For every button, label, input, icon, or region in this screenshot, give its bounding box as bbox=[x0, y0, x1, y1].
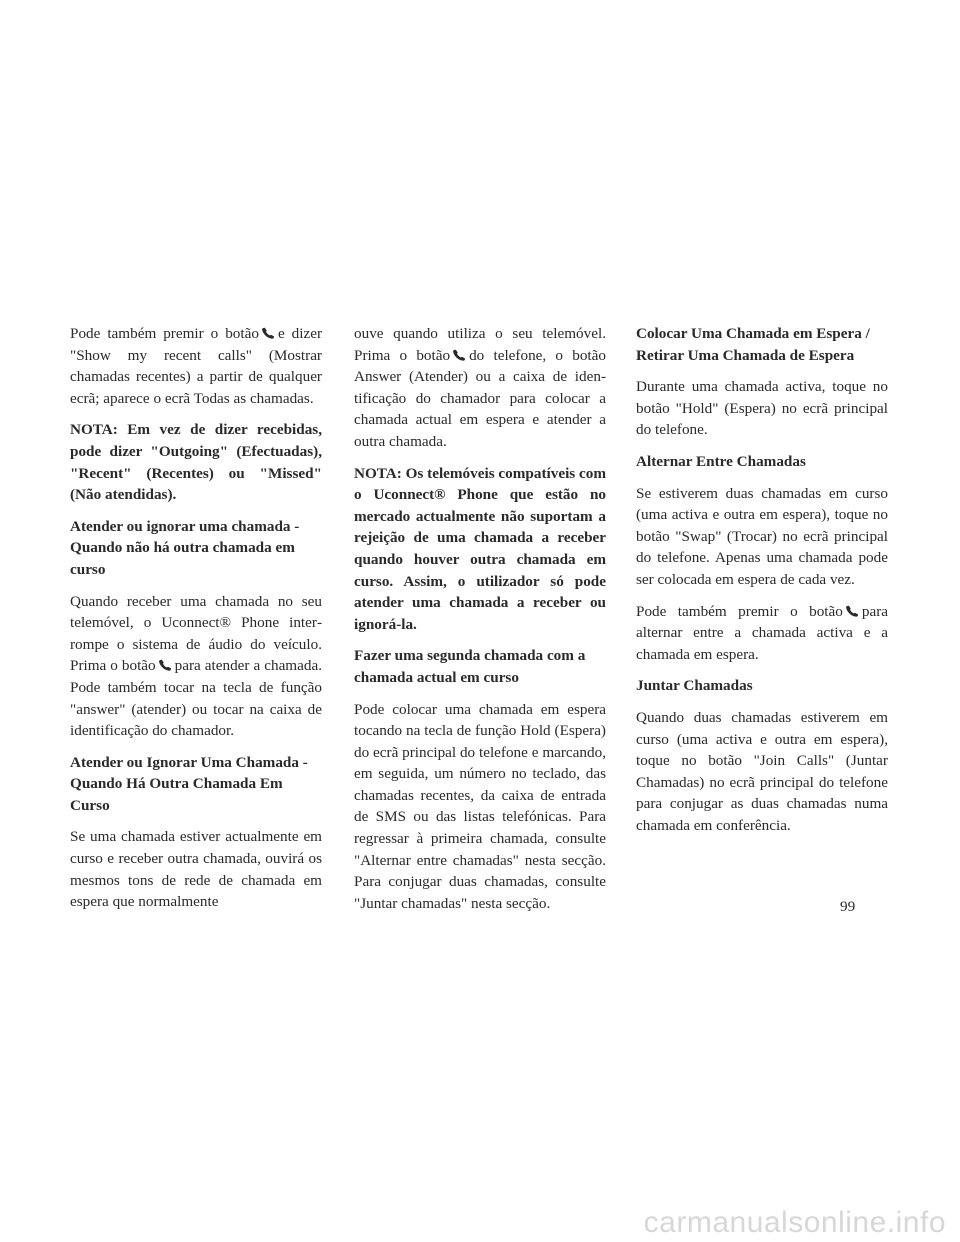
paragraph: Durante uma chamada activa, toque no botão "Hold" (Espera) no ecrã principal do telefone. bbox=[636, 378, 888, 439]
section-heading: Juntar Chamadas bbox=[636, 677, 753, 695]
paragraph: Se estiverem duas chamadas em curso (uma activa e outra em espera), toque no botão "Swap" (Trocar) no ecrã principal do telefone. Apenas uma chamada pode ser colocada em espera de cada vez. bbox=[636, 484, 888, 588]
page-number: 99 bbox=[840, 898, 856, 915]
column-middle bbox=[354, 323, 606, 924]
paragraph: Pode também premir o botão e dizer "Show my recent calls" (Mostrar chamadas recentes) a partir de qualquer ecrã; aparece o ecrã Todas as chamadas. bbox=[70, 325, 323, 407]
section-heading: Atender ou ignorar uma chamada - Quando não há outra chamada em curso bbox=[70, 517, 300, 578]
phone-icon bbox=[452, 349, 466, 361]
watermark: carmanualsonline.info bbox=[643, 1206, 946, 1239]
phone-icon bbox=[261, 327, 275, 339]
column-left bbox=[70, 323, 322, 923]
section-heading: Colocar Uma Chamada em Espera / Retirar Uma Chamada de Espera bbox=[636, 325, 870, 364]
section-heading: Alternar Entre Chamadas bbox=[636, 452, 806, 470]
paragraph: Pode colocar uma chamada em espera tocando na tecla de função Hold (Espera) do ecrã principal do telefone e marcando, em seguida, um número no teclado, das chamadas recentes, da caixa de entrada de SMS ou das listas telefónicas. Para regressar à primeira chamada, consulte "Alternar entre chamadas" nesta secção. Para conjugar duas chamadas, consulte "Juntar chamadas" nesta secção. bbox=[354, 700, 606, 912]
section-heading: Fazer uma segunda chamada com a chamada actual em curso bbox=[354, 647, 586, 686]
note: NOTA: Os telemóveis compatíveis com o Uconnect® Phone que estão no mercado actualmente não suportam a rejeição de uma chamada a receber quando houver outra chamada em curso. Assim, o utilizador só pode atender uma chamada a receber ou ignorá-la. bbox=[354, 464, 606, 633]
paragraph: Quando duas chamadas estiverem em curso (uma activa e outra em espera), toque no botão "Join Calls" (Juntar Chamadas) no ecrã principal do telefone para conjugar as duas chamadas numa chamada em conferência. bbox=[636, 708, 888, 834]
paragraph: Pode também premir o botão para alternar entre a chamada activa e a chamada em espera. bbox=[636, 602, 888, 663]
section-heading: Atender ou Ignorar Uma Chamada - Quando Há Outra Chamada Em Curso bbox=[70, 753, 308, 814]
phone-icon bbox=[158, 659, 172, 671]
paragraph: Se uma chamada estiver actualmente em curso e receber outra chamada, ouvirá os mesmos tons de rede de chamada em espera que normalmente bbox=[70, 828, 322, 911]
note: NOTA: Em vez de dizer recebidas, pode dizer "Outgoing" (Efectuadas), "Recent" (Recentes) ou "Missed" (Não atendidas). bbox=[70, 421, 322, 504]
paragraph: ouve quando utiliza o seu telemóvel. Prima o botão do telefone, o botão Answer (Atender) ou a caixa de identificação do chamador para colocar a chamada actual em espera e atender a outra chamada. bbox=[354, 325, 606, 450]
paragraph: Quando receber uma chamada no seu telemóvel, o Uconnect® Phone interrompe o sistema de áudio do veículo. Prima o botão para atender a chamada. Pode também tocar na tecla de função "answer" (atender) ou tocar na caixa de identificação do chamador. bbox=[70, 592, 322, 740]
column-right bbox=[636, 323, 888, 846]
phone-icon bbox=[845, 605, 859, 617]
